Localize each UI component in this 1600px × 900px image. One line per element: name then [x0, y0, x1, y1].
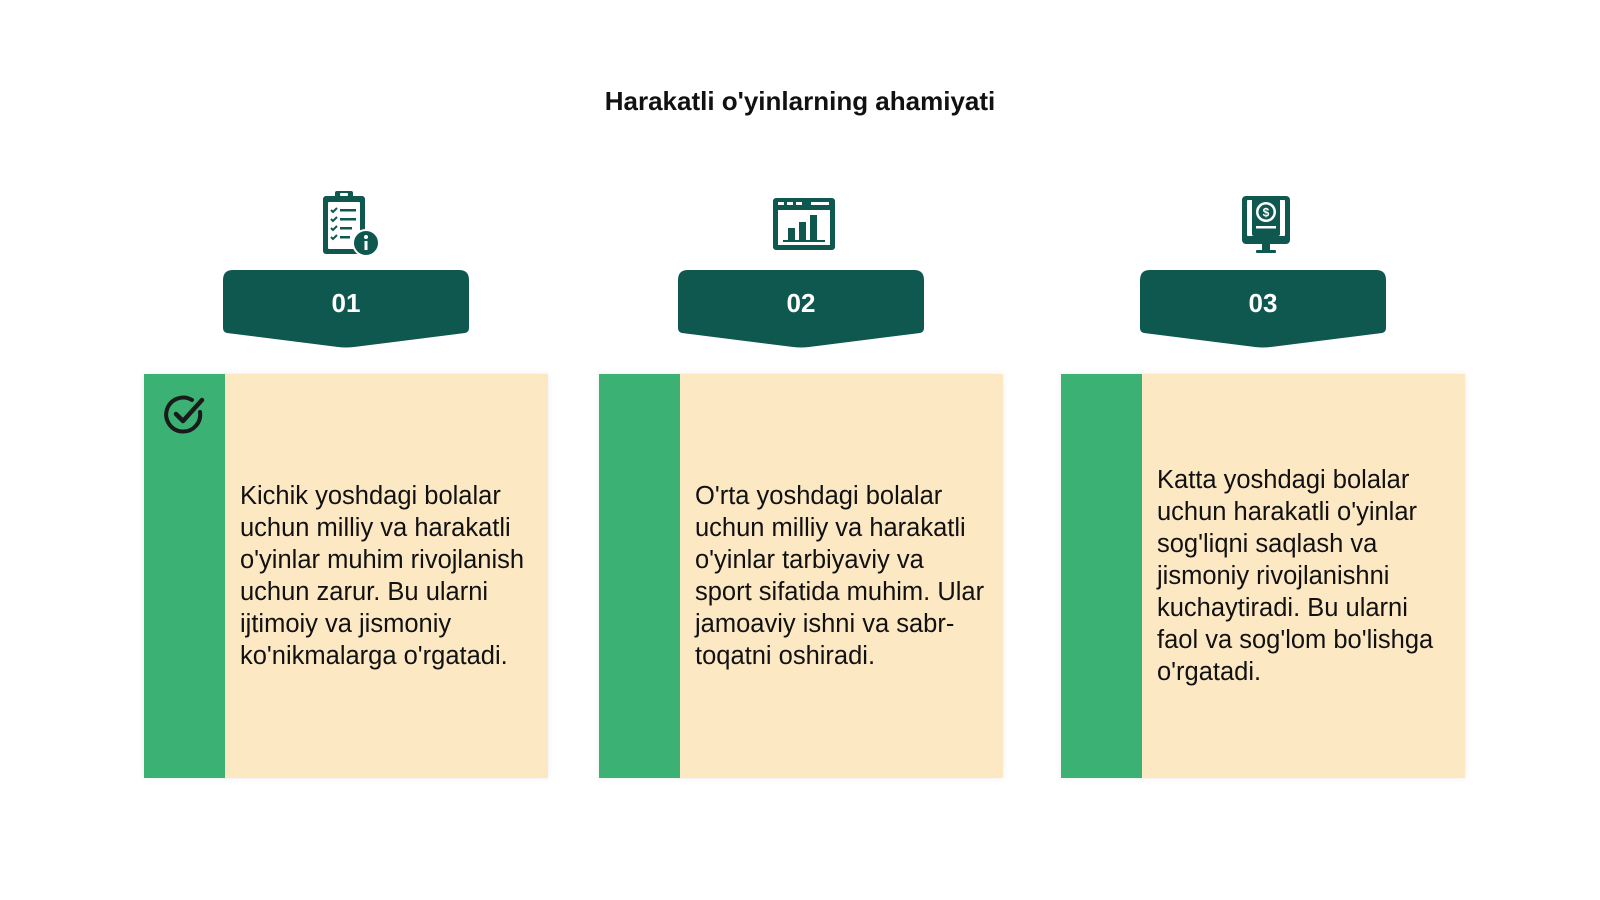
- check-circle-icon: [162, 392, 208, 438]
- step-number: 03: [1248, 288, 1278, 318]
- step-number: 01: [331, 288, 361, 318]
- step-card-2: [599, 374, 1003, 778]
- step-card-3: [1061, 374, 1465, 778]
- step-column-1: [144, 180, 554, 780]
- svg-text:$: $: [1262, 205, 1270, 220]
- card-text: Kichik yoshdagi bolalar uchun milliy va harakatli o'yinlar muhim rivojlanish uchun zarur. Bu ularni ijtimoiy va jismoniy ko'nikmalarga o'rgatadi.: [240, 482, 525, 670]
- card-text: Katta yoshdagi bolalar uchun harakatli o'yinlar sog'liqni saqlash va jismoniy rivojlanishni kuchaytiradi. Bu ularni faol va sog'lom bo'lishga o'rgatadi.: [1157, 466, 1434, 686]
- step-column-3: [1061, 180, 1471, 780]
- card-accent-strip: [144, 374, 225, 778]
- step-card-1: [144, 374, 548, 778]
- monitor-dollar-icon: [1231, 188, 1301, 258]
- diagram-title: Harakatli o'yinlarning ahamiyati: [604, 86, 996, 116]
- step-badge-2: [678, 270, 924, 352]
- card-text: O'rta yoshdagi bolalar uchun milliy va harakatli o'yinlar tarbiyaviy va sport sifatida muhim. Ular jamoaviy ishni va sabr-toqatni oshiradi.: [695, 482, 985, 670]
- step-badge-1: [223, 270, 469, 352]
- card-accent-strip: [1061, 374, 1142, 778]
- step-column-2: [599, 180, 1009, 780]
- step-number: 02: [786, 288, 816, 318]
- card-body: [225, 374, 548, 778]
- card-accent-strip: [599, 374, 680, 778]
- step-badge-3: [1140, 270, 1386, 352]
- card-body: [680, 374, 1003, 778]
- card-body: [1142, 374, 1465, 778]
- browser-bar-chart-icon: [769, 188, 839, 258]
- clipboard-checklist-info-icon: [314, 188, 384, 258]
